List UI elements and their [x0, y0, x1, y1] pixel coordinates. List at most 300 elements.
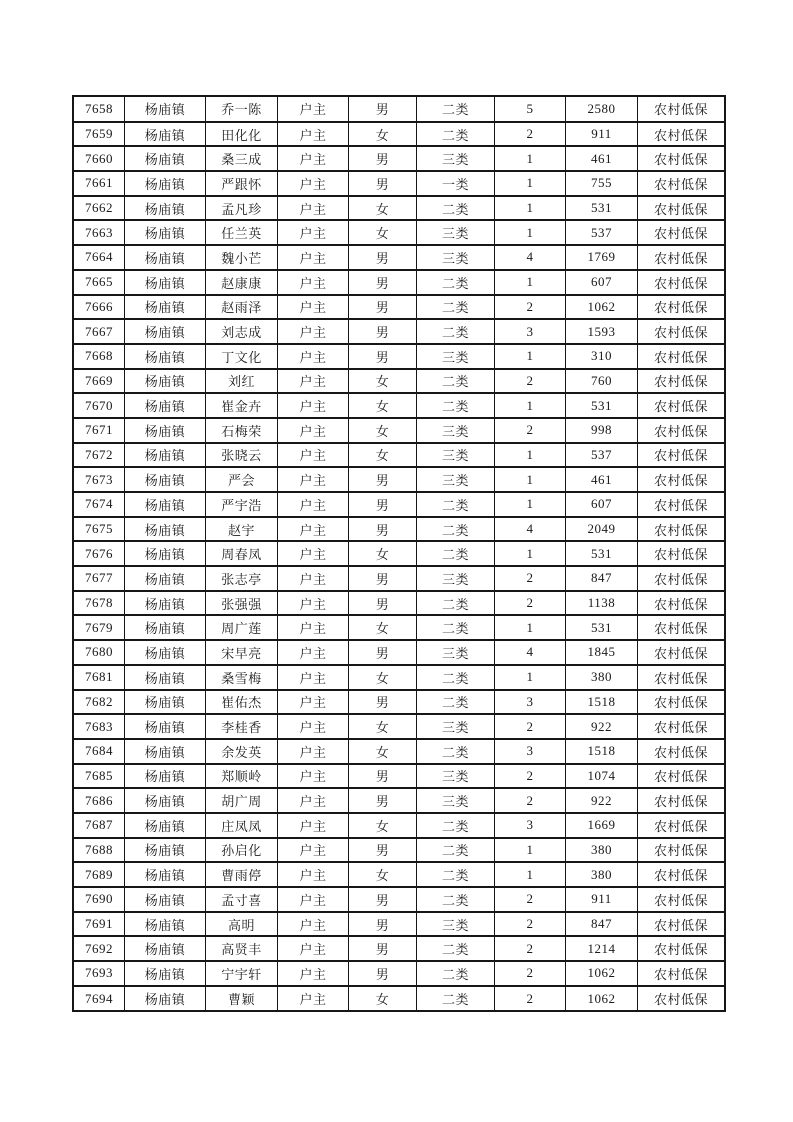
cell-relation: 户主: [277, 122, 348, 147]
cell-amount: 380: [565, 838, 637, 863]
cell-gender: 男: [348, 690, 416, 715]
cell-amount: 1845: [565, 640, 637, 665]
cell-name: 崔佑杰: [205, 690, 277, 715]
cell-type: 农村低保: [637, 196, 724, 221]
cell-count: 1: [494, 443, 565, 468]
cell-category: 三类: [416, 146, 494, 171]
cell-name: 周广莲: [205, 615, 277, 640]
table-row: [74, 541, 724, 566]
cell-category: 二类: [416, 862, 494, 887]
cell-relation: 户主: [277, 270, 348, 295]
cell-name: 丁文化: [205, 344, 277, 369]
cell-count: 1: [494, 146, 565, 171]
table-row: [74, 517, 724, 542]
cell-category: 三类: [416, 344, 494, 369]
table-row: [74, 862, 724, 887]
cell-count: 3: [494, 319, 565, 344]
cell-id: 7673: [74, 467, 124, 492]
cell-count: 1: [494, 665, 565, 690]
cell-amount: 531: [565, 196, 637, 221]
cell-category: 二类: [416, 615, 494, 640]
cell-id: 7682: [74, 690, 124, 715]
cell-count: 1: [494, 541, 565, 566]
cell-category: 二类: [416, 196, 494, 221]
cell-id: 7690: [74, 887, 124, 912]
cell-name: 宁宇轩: [205, 961, 277, 986]
table-row: [74, 443, 724, 468]
cell-gender: 男: [348, 764, 416, 789]
cell-name: 孟寸喜: [205, 887, 277, 912]
cell-id: 7662: [74, 196, 124, 221]
table-row: [74, 838, 724, 863]
cell-town: 杨庙镇: [124, 986, 205, 1011]
cell-count: 1: [494, 171, 565, 196]
cell-name: 严宇浩: [205, 492, 277, 517]
cell-gender: 男: [348, 319, 416, 344]
cell-amount: 1518: [565, 690, 637, 715]
cell-category: 三类: [416, 640, 494, 665]
cell-town: 杨庙镇: [124, 838, 205, 863]
cell-gender: 女: [348, 220, 416, 245]
cell-gender: 女: [348, 986, 416, 1011]
cell-gender: 女: [348, 196, 416, 221]
cell-id: 7684: [74, 739, 124, 764]
cell-amount: 922: [565, 714, 637, 739]
cell-town: 杨庙镇: [124, 912, 205, 937]
cell-gender: 男: [348, 961, 416, 986]
cell-relation: 户主: [277, 171, 348, 196]
table-row: [74, 566, 724, 591]
cell-gender: 男: [348, 887, 416, 912]
cell-amount: 461: [565, 467, 637, 492]
cell-category: 二类: [416, 393, 494, 418]
cell-amount: 911: [565, 122, 637, 147]
cell-relation: 户主: [277, 739, 348, 764]
cell-count: 2: [494, 369, 565, 394]
cell-id: 7676: [74, 541, 124, 566]
cell-type: 农村低保: [637, 344, 724, 369]
cell-relation: 户主: [277, 319, 348, 344]
table-row: [74, 245, 724, 270]
cell-relation: 户主: [277, 467, 348, 492]
cell-count: 2: [494, 714, 565, 739]
cell-gender: 男: [348, 295, 416, 320]
cell-id: 7688: [74, 838, 124, 863]
table-row: [74, 813, 724, 838]
table-row: [74, 739, 724, 764]
cell-gender: 女: [348, 813, 416, 838]
cell-count: 1: [494, 393, 565, 418]
cell-town: 杨庙镇: [124, 467, 205, 492]
cell-category: 二类: [416, 517, 494, 542]
cell-town: 杨庙镇: [124, 393, 205, 418]
cell-amount: 1518: [565, 739, 637, 764]
cell-amount: 755: [565, 171, 637, 196]
cell-amount: 380: [565, 665, 637, 690]
table-row: [74, 220, 724, 245]
cell-relation: 户主: [277, 912, 348, 937]
cell-relation: 户主: [277, 961, 348, 986]
cell-gender: 女: [348, 615, 416, 640]
cell-count: 2: [494, 961, 565, 986]
cell-type: 农村低保: [637, 245, 724, 270]
cell-relation: 户主: [277, 936, 348, 961]
cell-name: 高贤丰: [205, 936, 277, 961]
table-row: [74, 591, 724, 616]
cell-name: 张志亭: [205, 566, 277, 591]
cell-count: 1: [494, 492, 565, 517]
cell-count: 4: [494, 517, 565, 542]
cell-gender: 女: [348, 122, 416, 147]
cell-category: 二类: [416, 270, 494, 295]
cell-gender: 男: [348, 591, 416, 616]
cell-gender: 男: [348, 912, 416, 937]
table-row: [74, 295, 724, 320]
cell-relation: 户主: [277, 369, 348, 394]
cell-town: 杨庙镇: [124, 690, 205, 715]
cell-amount: 847: [565, 912, 637, 937]
cell-count: 3: [494, 739, 565, 764]
cell-category: 二类: [416, 813, 494, 838]
table-row: [74, 418, 724, 443]
cell-count: 2: [494, 912, 565, 937]
cell-id: 7659: [74, 122, 124, 147]
cell-id: 7681: [74, 665, 124, 690]
cell-count: 2: [494, 986, 565, 1011]
cell-gender: 女: [348, 369, 416, 394]
cell-relation: 户主: [277, 788, 348, 813]
cell-type: 农村低保: [637, 838, 724, 863]
cell-gender: 女: [348, 862, 416, 887]
cell-id: 7665: [74, 270, 124, 295]
cell-gender: 女: [348, 541, 416, 566]
cell-amount: 847: [565, 566, 637, 591]
cell-gender: 男: [348, 97, 416, 122]
cell-type: 农村低保: [637, 467, 724, 492]
cell-amount: 922: [565, 788, 637, 813]
cell-name: 孟凡珍: [205, 196, 277, 221]
cell-count: 1: [494, 838, 565, 863]
cell-relation: 户主: [277, 295, 348, 320]
cell-name: 严会: [205, 467, 277, 492]
cell-name: 赵雨泽: [205, 295, 277, 320]
cell-type: 农村低保: [637, 319, 724, 344]
cell-type: 农村低保: [637, 862, 724, 887]
cell-category: 二类: [416, 887, 494, 912]
cell-town: 杨庙镇: [124, 220, 205, 245]
cell-gender: 男: [348, 467, 416, 492]
cell-type: 农村低保: [637, 764, 724, 789]
cell-gender: 男: [348, 640, 416, 665]
cell-category: 二类: [416, 319, 494, 344]
cell-category: 二类: [416, 591, 494, 616]
cell-count: 2: [494, 418, 565, 443]
cell-amount: 537: [565, 443, 637, 468]
cell-type: 农村低保: [637, 369, 724, 394]
cell-id: 7668: [74, 344, 124, 369]
cell-name: 高明: [205, 912, 277, 937]
cell-amount: 537: [565, 220, 637, 245]
cell-gender: 男: [348, 270, 416, 295]
cell-count: 1: [494, 615, 565, 640]
cell-relation: 户主: [277, 541, 348, 566]
cell-gender: 男: [348, 936, 416, 961]
cell-town: 杨庙镇: [124, 714, 205, 739]
cell-name: 郑顺岭: [205, 764, 277, 789]
cell-type: 农村低保: [637, 418, 724, 443]
cell-type: 农村低保: [637, 443, 724, 468]
cell-gender: 女: [348, 443, 416, 468]
cell-category: 二类: [416, 961, 494, 986]
cell-count: 1: [494, 220, 565, 245]
cell-gender: 男: [348, 245, 416, 270]
cell-type: 农村低保: [637, 171, 724, 196]
cell-gender: 女: [348, 418, 416, 443]
cell-relation: 户主: [277, 690, 348, 715]
cell-amount: 2580: [565, 97, 637, 122]
cell-count: 2: [494, 591, 565, 616]
cell-relation: 户主: [277, 566, 348, 591]
table-row: [74, 369, 724, 394]
cell-town: 杨庙镇: [124, 146, 205, 171]
cell-category: 三类: [416, 220, 494, 245]
cell-relation: 户主: [277, 196, 348, 221]
cell-category: 二类: [416, 122, 494, 147]
cell-relation: 户主: [277, 838, 348, 863]
cell-category: 二类: [416, 295, 494, 320]
cell-name: 石梅荣: [205, 418, 277, 443]
cell-count: 1: [494, 862, 565, 887]
table-row: [74, 887, 724, 912]
cell-category: 三类: [416, 714, 494, 739]
cell-id: 7680: [74, 640, 124, 665]
cell-category: 二类: [416, 97, 494, 122]
cell-gender: 女: [348, 393, 416, 418]
cell-relation: 户主: [277, 764, 348, 789]
cell-type: 农村低保: [637, 591, 724, 616]
cell-count: 2: [494, 295, 565, 320]
cell-count: 4: [494, 640, 565, 665]
table-row: [74, 986, 724, 1011]
cell-amount: 1062: [565, 961, 637, 986]
cell-relation: 户主: [277, 813, 348, 838]
cell-id: 7679: [74, 615, 124, 640]
cell-id: 7675: [74, 517, 124, 542]
cell-count: 2: [494, 788, 565, 813]
cell-id: 7689: [74, 862, 124, 887]
cell-amount: 380: [565, 862, 637, 887]
cell-town: 杨庙镇: [124, 739, 205, 764]
cell-id: 7691: [74, 912, 124, 937]
table-row: [74, 665, 724, 690]
cell-id: 7671: [74, 418, 124, 443]
cell-town: 杨庙镇: [124, 443, 205, 468]
cell-count: 2: [494, 764, 565, 789]
cell-amount: 531: [565, 615, 637, 640]
cell-town: 杨庙镇: [124, 862, 205, 887]
cell-name: 孙启化: [205, 838, 277, 863]
cell-category: 二类: [416, 492, 494, 517]
table-row: [74, 393, 724, 418]
cell-gender: 男: [348, 566, 416, 591]
cell-category: 二类: [416, 739, 494, 764]
cell-town: 杨庙镇: [124, 640, 205, 665]
cell-name: 严跟怀: [205, 171, 277, 196]
cell-id: 7672: [74, 443, 124, 468]
cell-id: 7687: [74, 813, 124, 838]
cell-type: 农村低保: [637, 813, 724, 838]
cell-amount: 1593: [565, 319, 637, 344]
cell-id: 7685: [74, 764, 124, 789]
cell-name: 庄凤凤: [205, 813, 277, 838]
cell-amount: 310: [565, 344, 637, 369]
cell-count: 3: [494, 690, 565, 715]
cell-count: 4: [494, 245, 565, 270]
cell-relation: 户主: [277, 393, 348, 418]
table-row: [74, 936, 724, 961]
cell-type: 农村低保: [637, 961, 724, 986]
cell-id: 7661: [74, 171, 124, 196]
cell-amount: 2049: [565, 517, 637, 542]
cell-type: 农村低保: [637, 690, 724, 715]
cell-gender: 男: [348, 146, 416, 171]
cell-town: 杨庙镇: [124, 270, 205, 295]
cell-town: 杨庙镇: [124, 171, 205, 196]
cell-id: 7683: [74, 714, 124, 739]
cell-category: 三类: [416, 418, 494, 443]
table-row: [74, 788, 724, 813]
cell-town: 杨庙镇: [124, 566, 205, 591]
table-row: [74, 912, 724, 937]
cell-gender: 男: [348, 517, 416, 542]
cell-id: 7677: [74, 566, 124, 591]
cell-relation: 户主: [277, 146, 348, 171]
cell-id: 7667: [74, 319, 124, 344]
table-row: [74, 171, 724, 196]
cell-amount: 1769: [565, 245, 637, 270]
cell-name: 曹颖: [205, 986, 277, 1011]
cell-town: 杨庙镇: [124, 97, 205, 122]
table-row: [74, 146, 724, 171]
welfare-roster-table: [72, 95, 726, 1012]
cell-name: 崔金卉: [205, 393, 277, 418]
cell-town: 杨庙镇: [124, 295, 205, 320]
cell-id: 7693: [74, 961, 124, 986]
cell-type: 农村低保: [637, 912, 724, 937]
cell-count: 1: [494, 196, 565, 221]
cell-relation: 户主: [277, 640, 348, 665]
cell-relation: 户主: [277, 665, 348, 690]
cell-type: 农村低保: [637, 665, 724, 690]
table-row: [74, 467, 724, 492]
cell-gender: 男: [348, 171, 416, 196]
cell-id: 7664: [74, 245, 124, 270]
cell-id: 7686: [74, 788, 124, 813]
cell-name: 赵康康: [205, 270, 277, 295]
cell-type: 农村低保: [637, 393, 724, 418]
cell-type: 农村低保: [637, 220, 724, 245]
cell-category: 二类: [416, 690, 494, 715]
cell-town: 杨庙镇: [124, 196, 205, 221]
cell-name: 乔一陈: [205, 97, 277, 122]
cell-type: 农村低保: [637, 936, 724, 961]
cell-relation: 户主: [277, 443, 348, 468]
cell-count: 3: [494, 813, 565, 838]
cell-relation: 户主: [277, 97, 348, 122]
cell-relation: 户主: [277, 220, 348, 245]
cell-amount: 1074: [565, 764, 637, 789]
cell-type: 农村低保: [637, 270, 724, 295]
cell-town: 杨庙镇: [124, 319, 205, 344]
cell-town: 杨庙镇: [124, 122, 205, 147]
cell-amount: 607: [565, 492, 637, 517]
cell-name: 曹雨停: [205, 862, 277, 887]
cell-amount: 1138: [565, 591, 637, 616]
cell-relation: 户主: [277, 591, 348, 616]
table-row: [74, 615, 724, 640]
cell-category: 三类: [416, 467, 494, 492]
cell-name: 宋早亮: [205, 640, 277, 665]
cell-town: 杨庙镇: [124, 344, 205, 369]
cell-town: 杨庙镇: [124, 788, 205, 813]
table-row: [74, 492, 724, 517]
table-row: [74, 344, 724, 369]
cell-name: 桑雪梅: [205, 665, 277, 690]
cell-gender: 女: [348, 665, 416, 690]
cell-type: 农村低保: [637, 739, 724, 764]
cell-category: 二类: [416, 986, 494, 1011]
cell-gender: 女: [348, 739, 416, 764]
cell-amount: 531: [565, 393, 637, 418]
cell-name: 余发英: [205, 739, 277, 764]
table-row: [74, 270, 724, 295]
cell-town: 杨庙镇: [124, 665, 205, 690]
cell-relation: 户主: [277, 418, 348, 443]
cell-town: 杨庙镇: [124, 541, 205, 566]
cell-type: 农村低保: [637, 788, 724, 813]
cell-amount: 760: [565, 369, 637, 394]
table-row: [74, 764, 724, 789]
cell-amount: 1669: [565, 813, 637, 838]
cell-relation: 户主: [277, 492, 348, 517]
cell-type: 农村低保: [637, 492, 724, 517]
cell-amount: 911: [565, 887, 637, 912]
cell-relation: 户主: [277, 714, 348, 739]
cell-name: 李桂香: [205, 714, 277, 739]
cell-town: 杨庙镇: [124, 936, 205, 961]
cell-category: 二类: [416, 936, 494, 961]
cell-count: 2: [494, 566, 565, 591]
cell-count: 1: [494, 467, 565, 492]
cell-name: 赵宇: [205, 517, 277, 542]
cell-id: 7692: [74, 936, 124, 961]
cell-type: 农村低保: [637, 517, 724, 542]
cell-name: 魏小芒: [205, 245, 277, 270]
cell-amount: 607: [565, 270, 637, 295]
cell-id: 7694: [74, 986, 124, 1011]
cell-town: 杨庙镇: [124, 369, 205, 394]
cell-category: 三类: [416, 566, 494, 591]
cell-town: 杨庙镇: [124, 591, 205, 616]
cell-name: 桑三成: [205, 146, 277, 171]
cell-type: 农村低保: [637, 541, 724, 566]
cell-id: 7670: [74, 393, 124, 418]
cell-gender: 女: [348, 714, 416, 739]
cell-type: 农村低保: [637, 97, 724, 122]
cell-type: 农村低保: [637, 146, 724, 171]
cell-name: 胡广周: [205, 788, 277, 813]
cell-amount: 1062: [565, 986, 637, 1011]
